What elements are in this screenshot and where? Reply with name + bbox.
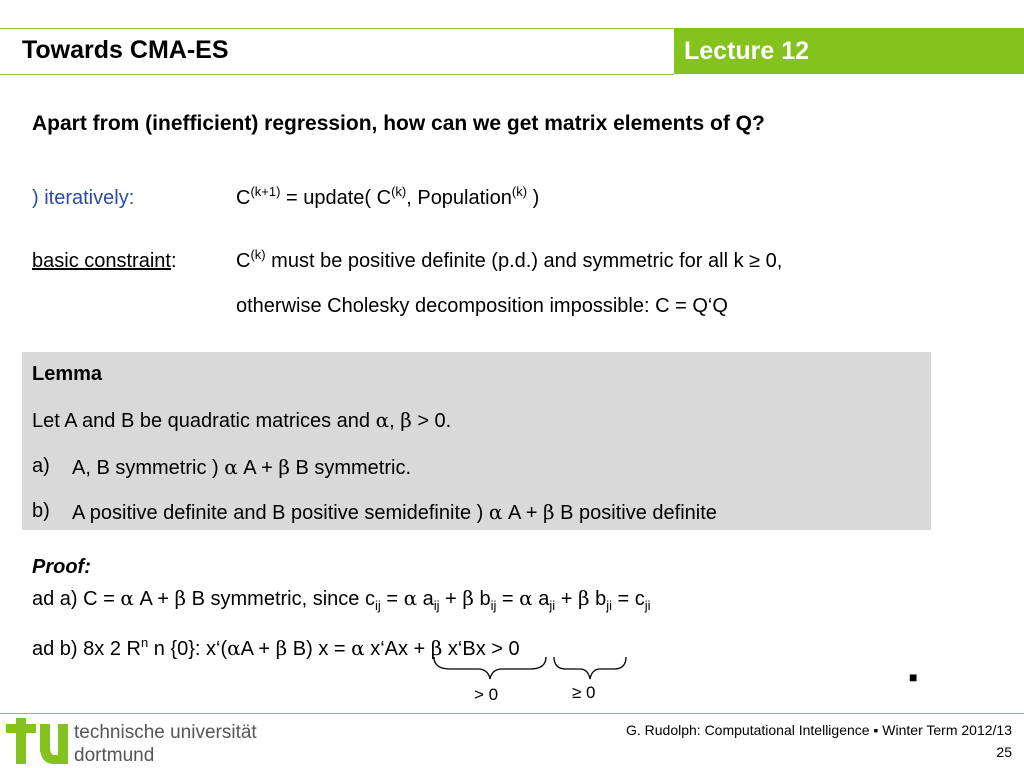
lemma-item-a-number: a) <box>32 455 50 477</box>
logo-text-line-1: technische universität <box>74 722 257 743</box>
constraint-label: basic constraint: <box>32 250 177 272</box>
underbrace-left <box>434 657 546 679</box>
constraint-line-1: $C^{(k)}$ must be positive definite (p.d.) and symmetric for all k ≥ 0, <box>236 247 783 272</box>
underbrace-right <box>554 657 626 679</box>
proof-heading: Proof: <box>32 556 91 578</box>
lemma-item-b-number: b) <box>32 500 50 522</box>
underbraces <box>430 655 630 685</box>
tu-logo-icon <box>4 716 70 766</box>
footer-citation: G. Rudolph: Computational Intelligence ▪ Winter Term 2012/13 <box>625 722 1012 738</box>
qed-square: ■ <box>909 669 918 685</box>
page-number: 25 <box>996 744 1012 760</box>
slide-title: Towards CMA-ES <box>22 36 229 64</box>
lemma-line-1: Let A and B be quadratic matrices and α, β > 0. <box>32 408 452 432</box>
lecture-label: Lecture 12 <box>684 37 810 65</box>
iteratively-label: ) iteratively: <box>32 187 135 209</box>
logo-text-line-2: dortmund <box>74 745 155 766</box>
constraint-line-2: otherwise Cholesky decomposition impossible: C = Q‘Q <box>236 295 728 317</box>
underbrace-label-positive: > 0 <box>474 685 499 704</box>
lemma-heading: Lemma <box>32 363 103 385</box>
question-text: Apart from (inefficient) regression, how can we get matrix elements of Q? <box>32 112 765 135</box>
proof-part-b: ad b) 8x 2 $R^n$ n {0}: x‘(αA + β B) x = α x‘Ax + β x‘Bx > 0 <box>32 635 520 660</box>
lemma-item-a: A, B symmetric ) α A + β B symmetric. <box>72 455 412 479</box>
footer-rule <box>0 713 1024 714</box>
update-rule: $C^{(k+1)}$ = update( $C^{(k)}$, Population$^{(k)}$ ) <box>236 184 540 209</box>
proof-part-a: ad a) C = α A + β B symmetric, since $c_{ij} = \alpha$ $a_{ij} + \beta$ $b_{ij} = \alpha$ $a_{ji} + \beta$ $b_{ji} = c_{ji}$ <box>32 586 651 613</box>
header-bottom-rule <box>0 74 674 75</box>
lemma-item-b: A positive definite and B positive semidefinite ) α A + β B positive definite <box>72 500 717 524</box>
underbrace-label-nonnegative: ≥ 0 <box>572 683 596 702</box>
